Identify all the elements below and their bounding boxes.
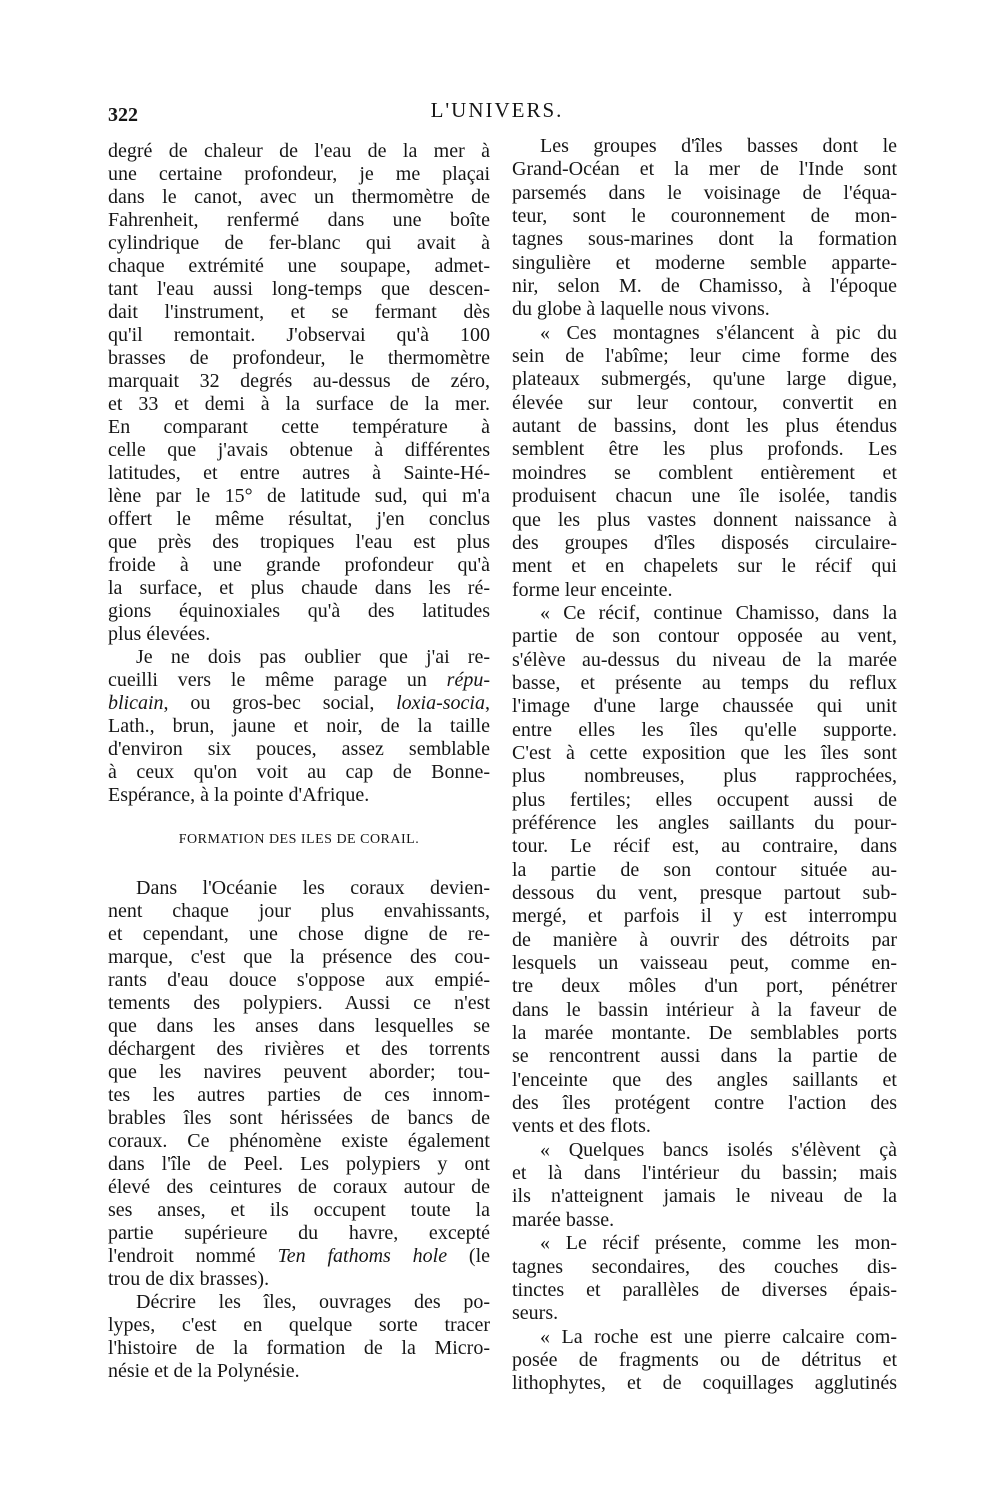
text-line: à ceux qu'on voit au cap de Bonne- [108, 761, 490, 783]
text-line: lesquels un vaisseau peut, comme en- [512, 952, 897, 975]
text-line: du globe à laquelle nous vivons. [512, 298, 770, 321]
paragraph [108, 1291, 490, 1383]
text-line: plus fertiles; elles occupent aussi de [512, 788, 897, 811]
text-line: froide à une grande profondeur qu'à [108, 554, 490, 576]
text-line: degré de chaleur de l'eau de la mer à [108, 140, 490, 162]
text-segment: (le [447, 1245, 491, 1267]
italic-text: blicain [108, 692, 164, 714]
text-line [108, 692, 490, 715]
italic-text: loxia-socia [396, 692, 485, 714]
text-line: tements des polypiers. Aussi ce n'est [108, 992, 490, 1014]
text-line: des îles protégent contre l'action des [512, 1092, 897, 1115]
text-line: parsemés dans le voisinage de l'équa- [512, 181, 897, 204]
paragraph [108, 877, 490, 1291]
text-line: chaque extrémité une soupape, admet- [108, 255, 490, 277]
text-line: tes les autres parties de ces innom- [108, 1084, 490, 1106]
text-line: des groupes d'îles disposés circulaire- [512, 531, 897, 554]
text-line: nir, selon M. de Chamisso, à l'époque [512, 275, 897, 298]
text-line: basse, et présente au temps du reflux [512, 671, 897, 694]
text-segment: l'endroit nommé [108, 1245, 278, 1267]
text-line: une certaine profondeur, je me plaçai [108, 163, 490, 185]
text-line: tagnes secondaires, des couches dis- [512, 1255, 897, 1278]
text-line: produisent chacun une île isolée, tandis [512, 485, 897, 508]
paragraph [512, 1326, 897, 1396]
text-line: tagnes sous-marines dont la formation [512, 228, 897, 251]
text-line [108, 669, 490, 692]
text-line: et 33 et demi à la surface de la mer. [108, 393, 490, 415]
running-title-text: L'UNIVERS. [430, 98, 564, 122]
text-line: élevé des ceintures de coraux autour de [108, 1176, 490, 1198]
text-line: seurs. [512, 1302, 559, 1325]
text-line: semblent être les plus profonds. Les [512, 438, 897, 461]
text-line: dessous du vent, presque partout sub- [512, 882, 897, 904]
text-segment: cueilli vers le même parage un [108, 669, 447, 691]
text-line: « Ces montagnes s'élancent à pic du [540, 321, 897, 344]
paragraph [512, 135, 897, 322]
text-line: lithophytes, et de coquillages agglutinés [512, 1372, 897, 1395]
text-line: teur, sont le couronnement de mon- [512, 205, 897, 228]
text-line: plus nombreuses, plus rapprochées, [512, 765, 897, 788]
text-line: Dans l'Océanie les coraux devien- [136, 877, 490, 899]
paragraph [512, 322, 897, 602]
text-line: vents et des flots. [512, 1115, 651, 1138]
left-column-bottom [108, 877, 490, 1383]
text-line: dait l'instrument, et se fermant dès [108, 301, 490, 323]
text-line: entre elles les îles qu'elle supporte. [512, 718, 897, 741]
running-title [0, 98, 1000, 123]
paragraph [512, 1232, 897, 1325]
text-line: autant de bassins, dont les plus étendus [512, 415, 897, 438]
text-line: plus élevées. [108, 623, 211, 645]
text-line: lypes, c'est en quelque sorte tracer [108, 1314, 490, 1336]
text-line: mergé, et parfois il y est interrompu [512, 905, 897, 928]
text-line: forme leur enceinte. [512, 578, 673, 601]
left-column-top [108, 140, 490, 807]
text-line: nent chaque jour plus envahissants, [108, 900, 490, 922]
italic-text: répu- [446, 669, 490, 691]
text-line: dans le canot, avec un thermomètre de [108, 186, 490, 208]
text-line: l'enceinte que des angles saillants et [512, 1068, 897, 1091]
text-line: latitudes, et entre autres à Sainte-Hé- [108, 462, 490, 484]
text-line: que les plus vastes donnent naissance à [512, 508, 897, 531]
text-line: l'histoire de la formation de la Micro- [108, 1337, 490, 1359]
text-line: la marée montante. De semblables ports [512, 1022, 897, 1045]
text-line: se rencontrent aussi dans la partie de [512, 1045, 897, 1068]
page-number: 322 [108, 104, 138, 126]
text-line: dans le bassin intérieur à la faveur de [512, 998, 897, 1021]
paragraph [108, 646, 490, 807]
text-line: la partie de son contour située au- [512, 858, 897, 881]
text-line: ses anses, et ils occupent toute la [108, 1199, 490, 1221]
text-line: plateaux submergés, qu'une large digue, [512, 368, 897, 391]
text-line: celle que j'avais obtenue à différentes [108, 439, 490, 461]
text-line: brables îles sont hérissées de bancs de [108, 1107, 490, 1129]
right-column [512, 135, 897, 1396]
text-line: « Quelques bancs isolés s'élèvent çà [540, 1138, 897, 1161]
text-line: rants d'eau douce s'oppose aux empié- [108, 969, 490, 991]
text-line: tant l'eau aussi long-temps que descen- [108, 278, 490, 300]
text-line: marée basse. [512, 1208, 615, 1231]
text-line: offert le même résultat, j'en conclus [108, 508, 490, 530]
italic-text: Ten fathoms hole [277, 1245, 448, 1267]
text-line: préférence les angles saillants du pour- [512, 811, 897, 834]
text-line: tour. Le récif est, au contraire, dans [512, 835, 897, 858]
text-line: tinctes et parallèles de diverses épais- [512, 1278, 897, 1301]
text-line: lène par le 15° de latitude sud, qui m'a [108, 485, 490, 507]
text-line: coraux. Ce phénomène existe également [108, 1130, 490, 1152]
text-line: Je ne dois pas oublier que j'ai re- [136, 646, 490, 668]
paragraph [108, 140, 490, 646]
text-line: tre deux môles d'un port, pénétrer [512, 975, 897, 998]
text-line: qu'il remontait. J'observai qu'à 100 [108, 324, 490, 346]
text-line: « Ce récif, continue Chamisso, dans la [540, 601, 897, 624]
text-line: que les navires peuvent aborder; tou- [108, 1061, 490, 1083]
text-line: nésie et de la Polynésie. [108, 1360, 300, 1382]
text-line: et cependant, une chose digne de re- [108, 923, 490, 945]
text-line: et là dans l'intérieur du bassin; mais [512, 1162, 897, 1185]
text-line: posée de fragments ou de détritus et [512, 1348, 897, 1371]
text-line: gions équinoxiales qu'à des latitudes [108, 600, 490, 622]
text-line: partie de son contour opposée au vent, [512, 625, 897, 648]
text-line: élevée sur leur contour, convertit en [512, 391, 897, 414]
text-line: « Le récif présente, comme les mon- [540, 1232, 897, 1255]
text-line: que dans les anses dans lesquelles se [108, 1015, 490, 1037]
text-segment: , ou gros-bec social, [163, 692, 397, 714]
text-line: d'environ six pouces, assez semblable [108, 738, 490, 760]
text-line: dans l'île de Peel. Les polypiers y ont [108, 1153, 490, 1175]
text-line: que près des tropiques l'eau est plus [108, 531, 490, 553]
text-line: sein de l'abîme; leur cime forme des [512, 345, 897, 368]
text-line: déchargent des rivières et des torrents [108, 1038, 490, 1060]
text-line: Lath., brun, jaune et noir, de la taille [108, 715, 490, 737]
text-line: Grand-Océan et la mer de l'Inde sont [512, 158, 897, 181]
text-line: Fahrenheit, renfermé dans une boîte [108, 209, 490, 231]
text-line: Espérance, à la pointe d'Afrique. [108, 784, 370, 806]
text-line [108, 1245, 490, 1268]
text-line: moindres se comblent entièrement et [512, 461, 897, 484]
text-line: cylindrique de fer-blanc qui avait à [108, 232, 490, 254]
text-line: ils n'atteignent jamais le niveau de la [512, 1185, 897, 1208]
text-line: « La roche est une pierre calcaire com- [540, 1325, 897, 1348]
section-heading: FORMATION DES ILES DE CORAIL. [178, 832, 420, 847]
text-line: marquait 32 degrés au-dessus de zéro, [108, 370, 490, 392]
text-line: s'élève au-dessus du niveau de la marée [512, 648, 897, 671]
text-line: la surface, et plus chaude dans les ré- [108, 577, 490, 599]
text-line: ment et en chapelets sur le récif qui [512, 555, 897, 578]
text-line: singulière et moderne semble apparte- [512, 251, 897, 274]
text-line: brasses de profondeur, le thermomètre [108, 347, 490, 369]
text-line: C'est à cette exposition que les îles sont [512, 741, 897, 764]
text-line: partie supérieure du havre, excepté [108, 1222, 490, 1244]
text-segment: , [485, 692, 490, 714]
text-line: Les groupes d'îles basses dont le [540, 135, 897, 157]
text-line: Décrire les îles, ouvrages des po- [136, 1291, 490, 1313]
text-line: de manière à ouvrir des détroits par [512, 928, 897, 951]
text-line: En comparant cette température à [108, 416, 490, 438]
text-line: marque, c'est que la présence des cou- [108, 946, 490, 968]
paragraph [512, 602, 897, 1139]
paragraph [512, 1139, 897, 1232]
text-line: trou de dix brasses). [108, 1268, 270, 1290]
text-line: l'image d'une large chaussée qui unit [512, 695, 897, 718]
